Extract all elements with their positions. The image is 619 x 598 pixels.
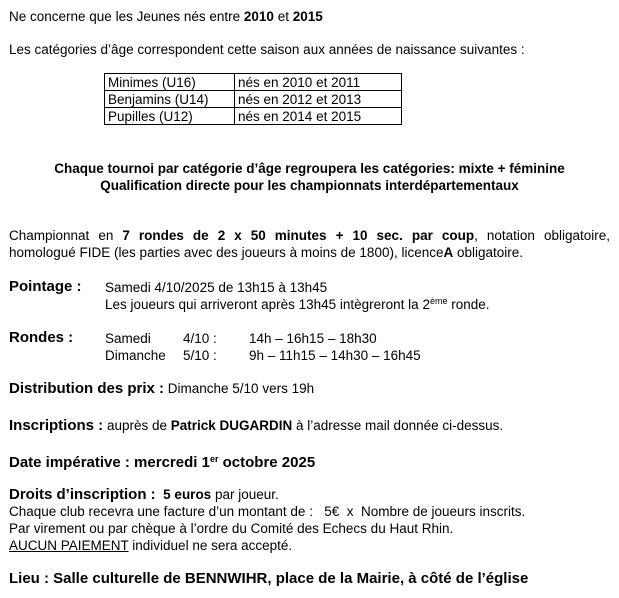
championship-line-1 [9, 228, 610, 244]
pointage-note-prefix: Les joueurs qui arriveront après 13h45 intègreront la 2 [105, 297, 430, 312]
ronde-times: 9h – 11h15 – 14h30 – 16h45 [249, 348, 421, 363]
championship-format: 7 rondes de 2 x 50 minutes + 10 sec. par coup [122, 228, 475, 243]
championship-prefix: Championnat en [9, 228, 123, 243]
prix-text: Dimanche 5/10 vers 19h [164, 381, 315, 396]
category-years: nés en 2014 et 2015 [235, 108, 402, 125]
no-payment-suffix: individuel ne sera accepté. [128, 538, 293, 553]
droits-amount: 5 euros [155, 487, 212, 502]
rondes-label: Rondes : [9, 329, 74, 346]
date-imperative-sup: er [209, 454, 219, 464]
inscriptions-label: Inscriptions : [9, 417, 104, 434]
prix-line [9, 381, 314, 397]
championship-line-2 [9, 245, 523, 261]
no-payment-warning: AUCUN PAIEMENT [9, 538, 129, 553]
droits-line-4 [9, 538, 292, 554]
table-row [105, 91, 402, 108]
ronde-day: Dimanche [105, 348, 166, 363]
pointage-time: Samedi 4/10/2025 de 13h15 à 13h45 [105, 280, 328, 295]
prix-label: Distribution des prix : [9, 380, 165, 397]
inscriptions-suffix: à l’adresse mail donnée ci-dessus. [292, 418, 504, 433]
table-row [105, 74, 402, 91]
licence-suffix: obligatoire. [453, 245, 524, 260]
date-imperative-suffix: octobre 2025 [218, 454, 316, 471]
championship-suffix: , notation obligatoire, [474, 228, 610, 243]
intro-mid: et [273, 9, 293, 24]
inscriptions-prefix: auprès de [103, 418, 171, 433]
category-years: nés en 2010 et 2011 [235, 74, 402, 91]
licence-type: A [443, 245, 454, 260]
fide-text: homologué FIDE (les parties avec des joueurs à moins de 1800), licence [9, 245, 444, 260]
inscriptions-line [9, 418, 503, 434]
droits-line-1 [9, 487, 279, 503]
category-name: Benjamins (U14) [105, 91, 235, 108]
pointage-note-sup: ème [429, 296, 448, 306]
intro-year-start: 2010 [243, 9, 274, 24]
category-name: Minimes (U16) [105, 74, 235, 91]
intro-prefix: Ne concerne que les Jeunes nés entre [9, 9, 244, 24]
categories-table [104, 73, 402, 125]
categories-intro: Les catégories d’âge correspondent cette saison aux années de naissance suivantes : [9, 42, 525, 57]
lieu-line: Lieu : Salle culturelle de BENNWIHR, place de la Mairie, à côté de l’église [9, 570, 529, 587]
category-name: Pupilles (U12) [105, 108, 235, 125]
date-imperative [9, 455, 315, 471]
pointage-label: Pointage : [9, 278, 82, 295]
category-years: nés en 2012 et 2013 [235, 91, 402, 108]
pointage-note-suffix: ronde. [447, 297, 490, 312]
date-imperative-prefix: Date impérative : mercredi 1 [9, 454, 210, 471]
note-categories: Chaque tournoi par catégorie d’âge regroupera les catégories: mixte + féminine [54, 161, 565, 176]
ronde-date: 5/10 : [183, 348, 217, 363]
intro-line [9, 9, 323, 25]
droits-label: Droits d’inscription : [9, 486, 156, 503]
pointage-note [105, 297, 490, 313]
ronde-times: 14h – 16h15 – 18h30 [249, 331, 377, 346]
droits-line-2: Chaque club recevra une facture d’un montant de : 5€ x Nombre de joueurs inscrits. [9, 504, 526, 519]
droits-line-3: Par virement ou par chèque à l’ordre du Comité des Echecs du Haut Rhin. [9, 521, 454, 536]
table-row [105, 108, 402, 125]
ronde-date: 4/10 : [183, 331, 217, 346]
droits-amount-suffix: par joueur. [211, 487, 279, 502]
note-qualification: Qualification directe pour les championnats interdépartementaux [100, 178, 519, 193]
inscriptions-contact: Patrick DUGARDIN [170, 418, 293, 433]
ronde-day: Samedi [105, 331, 151, 346]
intro-year-end: 2015 [292, 9, 323, 24]
